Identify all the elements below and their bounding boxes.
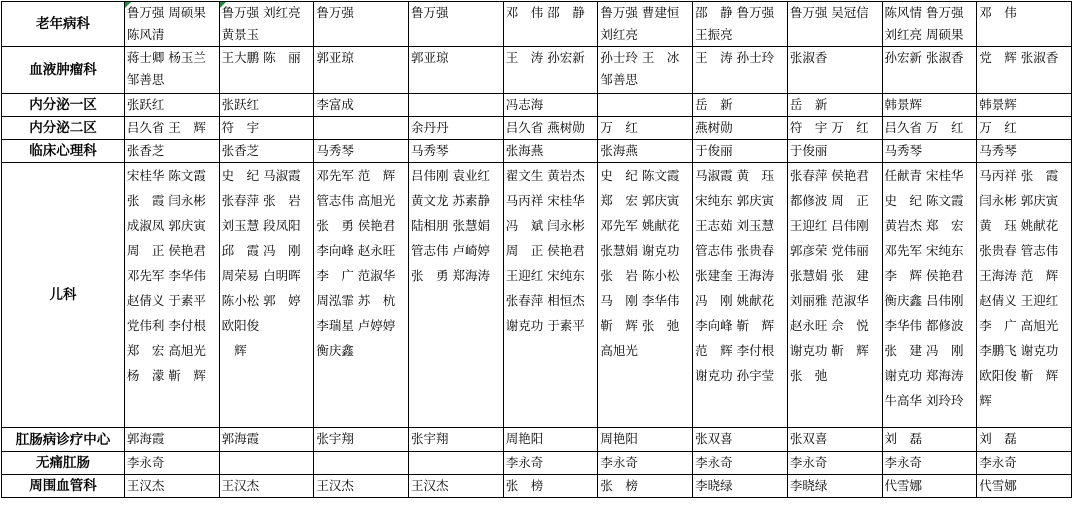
schedule-cell[interactable] xyxy=(598,2,693,47)
schedule-cell[interactable] xyxy=(124,140,219,163)
doctor-names: 冯 斌 闫永彬 xyxy=(505,218,585,233)
schedule-cell[interactable] xyxy=(598,452,693,475)
schedule-cell[interactable] xyxy=(219,117,314,140)
schedule-row xyxy=(2,428,1072,452)
schedule-cell[interactable] xyxy=(977,117,1072,140)
doctor-names: 李鹏飞 谢克功 xyxy=(979,343,1059,358)
doctor-names: 欧阳俊 xyxy=(221,318,260,333)
doctor-names: 于俊丽 xyxy=(789,143,828,158)
doctor-names: 周 正 侯艳君 xyxy=(505,243,585,258)
schedule-cell[interactable] xyxy=(314,475,409,498)
doctor-names: 于俊丽 xyxy=(695,143,733,158)
schedule-cell[interactable] xyxy=(977,140,1072,163)
schedule-cell[interactable] xyxy=(787,47,882,94)
doctor-names: 辉 xyxy=(221,343,247,358)
schedule-cell[interactable] xyxy=(977,428,1072,452)
doctor-names: 赵永旺 佘 悦 xyxy=(789,318,869,333)
schedule-cell[interactable] xyxy=(503,452,598,475)
doctor-names: 王汉杰 xyxy=(411,478,449,493)
doctor-names: 孙宏新 张淑香 xyxy=(884,50,964,65)
doctor-names: 邓先军 李华伟 xyxy=(126,268,206,283)
schedule-cell[interactable] xyxy=(314,163,409,428)
doctor-names: 马丙祥 宋桂华 xyxy=(505,193,585,208)
doctor-names: 燕树勋 xyxy=(695,120,733,135)
doctor-names: 张 榜 xyxy=(505,478,544,493)
schedule-cell[interactable] xyxy=(882,117,977,140)
schedule-cell[interactable] xyxy=(503,428,598,452)
doctor-names: 邓先军 姚献花 xyxy=(600,218,680,233)
schedule-table xyxy=(1,1,1072,498)
doctor-names: 符 宇 xyxy=(221,120,260,135)
doctor-names: 张 勇 侯艳君 xyxy=(316,218,396,233)
doctor-names: 吕久省 万 红 xyxy=(884,120,964,135)
doctor-names: 鲁万强 xyxy=(411,5,449,20)
schedule-cell[interactable] xyxy=(124,475,219,498)
doctor-names: 靳 辉 张 弛 xyxy=(600,318,680,333)
schedule-cell[interactable] xyxy=(219,163,314,428)
schedule-cell[interactable] xyxy=(219,428,314,452)
doctor-names: 王汉杰 xyxy=(316,478,354,493)
doctor-names: 郭海霞 xyxy=(126,431,165,446)
schedule-cell[interactable] xyxy=(124,94,219,117)
doctor-names: 欧阳俊 靳 辉 xyxy=(979,368,1059,383)
schedule-cell[interactable] xyxy=(503,2,598,47)
schedule-cell[interactable] xyxy=(882,140,977,163)
doctor-names: 刘 磊 xyxy=(884,431,923,446)
doctor-names: 张 弛 xyxy=(789,368,828,383)
doctor-names: 赵倩义 于素平 xyxy=(126,293,206,308)
doctor-names: 张 榜 xyxy=(600,478,638,493)
doctor-names: 李向峰 赵永旺 xyxy=(316,243,396,258)
schedule-cell[interactable] xyxy=(409,117,504,140)
schedule-cell[interactable] xyxy=(693,117,788,140)
doctor-names: 任献青 宋桂华 xyxy=(884,168,964,183)
doctor-names: 邓 伟 xyxy=(979,5,1017,20)
doctor-names: 韩景辉 xyxy=(884,97,923,112)
schedule-cell[interactable] xyxy=(977,163,1072,428)
department-name: 肛肠病诊疗中心 xyxy=(2,428,125,452)
schedule-cell[interactable] xyxy=(882,2,977,47)
doctor-names: 刘 磊 xyxy=(979,431,1017,446)
doctor-names: 马淑霞 黄 珏 xyxy=(695,168,775,183)
doctor-names: 张贵春 管志伟 xyxy=(979,243,1059,258)
schedule-cell[interactable] xyxy=(787,94,882,117)
department-name: 血液肿瘤科 xyxy=(2,47,125,94)
schedule-cell[interactable] xyxy=(124,117,219,140)
doctor-names: 张跃红 xyxy=(126,97,165,112)
doctor-names: 鲁万强 周硕果 xyxy=(126,5,206,20)
doctor-names: 陈风情 鲁万强 xyxy=(884,5,964,20)
doctor-names: 谢克功 孙宇莹 xyxy=(695,368,775,383)
doctor-names: 管志伟 张贵春 xyxy=(695,243,775,258)
schedule-cell[interactable] xyxy=(314,2,409,47)
doctor-names: 马 刚 李华伟 xyxy=(600,293,680,308)
doctor-names: 周泓霏 苏 杭 xyxy=(316,293,396,308)
doctor-names: 代雪娜 xyxy=(979,478,1017,493)
schedule-cell[interactable] xyxy=(409,163,504,428)
schedule-row xyxy=(2,163,1072,428)
schedule-cell[interactable] xyxy=(882,94,977,117)
doctor-names: 党 辉 张淑香 xyxy=(979,50,1059,65)
doctor-names: 岳 新 xyxy=(695,97,733,112)
schedule-body xyxy=(2,2,1072,498)
department-name: 老年病科 xyxy=(2,2,125,47)
doctor-names: 张跃红 xyxy=(221,97,260,112)
schedule-cell[interactable] xyxy=(598,117,693,140)
doctor-names: 李永奇 xyxy=(505,455,544,470)
schedule-cell[interactable] xyxy=(503,117,598,140)
doctor-names: 张春萍 侯艳君 xyxy=(789,168,869,183)
doctor-names: 黄景玉 xyxy=(221,27,260,42)
doctor-names: 韩景辉 xyxy=(979,97,1017,112)
department-name: 临床心理科 xyxy=(2,140,125,163)
doctor-names: 周艳阳 xyxy=(600,431,638,446)
doctor-names: 张淑香 xyxy=(789,50,828,65)
doctor-names: 谢克功 于素平 xyxy=(505,318,585,333)
schedule-cell[interactable] xyxy=(314,94,409,117)
schedule-cell[interactable] xyxy=(409,47,504,94)
doctor-names: 郭海霞 xyxy=(221,431,260,446)
schedule-cell[interactable] xyxy=(693,140,788,163)
doctor-names: 王迎红 宋纯东 xyxy=(505,268,585,283)
schedule-cell[interactable] xyxy=(977,47,1072,94)
department-name: 周围血管科 xyxy=(2,475,125,498)
schedule-cell[interactable] xyxy=(124,47,219,94)
schedule-cell[interactable] xyxy=(409,2,504,47)
doctor-names: 张建奎 王海涛 xyxy=(695,268,775,283)
doctor-names: 马秀琴 xyxy=(979,143,1017,158)
doctor-names: 王汉杰 xyxy=(221,478,260,493)
schedule-cell[interactable] xyxy=(882,163,977,428)
doctor-names: 刘红亮 周硕果 xyxy=(884,27,964,42)
doctor-names: 管志伟 卢崎婷 xyxy=(411,243,490,258)
doctor-names: 刘丽雅 范淑华 xyxy=(789,293,869,308)
doctor-names: 党伟利 李付根 xyxy=(126,318,206,333)
doctor-names: 郭亚琼 xyxy=(411,50,449,65)
doctor-names: 冯 刚 姚献花 xyxy=(695,293,775,308)
schedule-cell[interactable] xyxy=(598,140,693,163)
doctor-names: 王海涛 范 辉 xyxy=(979,268,1059,283)
doctor-names: 李永奇 xyxy=(695,455,733,470)
department-name: 无痛肛肠 xyxy=(2,452,125,475)
schedule-cell[interactable] xyxy=(787,475,882,498)
schedule-cell[interactable] xyxy=(409,140,504,163)
doctor-names: 史 纪 陈文霞 xyxy=(600,168,680,183)
schedule-cell[interactable] xyxy=(787,117,882,140)
doctor-names: 周 正 侯艳君 xyxy=(126,243,206,258)
doctor-names: 李向峰 靳 辉 xyxy=(695,318,775,333)
doctor-names: 张海燕 xyxy=(505,143,544,158)
schedule-row xyxy=(2,94,1072,117)
doctor-names: 张 霞 闫永彬 xyxy=(126,193,206,208)
doctor-names: 郑 宏 高旭光 xyxy=(126,343,206,358)
schedule-cell[interactable] xyxy=(598,428,693,452)
schedule-cell[interactable] xyxy=(124,163,219,428)
doctor-names: 邹善思 xyxy=(600,72,638,87)
doctor-names: 代雪娜 xyxy=(884,478,923,493)
doctor-names: 李 广 高旭光 xyxy=(979,318,1059,333)
schedule-cell[interactable] xyxy=(693,94,788,117)
department-name: 内分泌一区 xyxy=(2,94,125,117)
doctor-names: 郑 宏 郭庆寅 xyxy=(600,193,680,208)
schedule-cell[interactable] xyxy=(503,47,598,94)
doctor-names: 张宇翔 xyxy=(411,431,449,446)
doctor-names: 成淑凤 郭庆寅 xyxy=(126,218,206,233)
doctor-names: 邹善思 xyxy=(126,72,165,87)
doctor-names: 杨 濛 靳 辉 xyxy=(126,368,206,383)
doctor-names: 邵 静 鲁万强 xyxy=(695,5,775,20)
schedule-cell[interactable] xyxy=(977,452,1072,475)
doctor-names: 郭亚琼 xyxy=(316,50,354,65)
schedule-cell[interactable] xyxy=(977,94,1072,117)
doctor-names: 管志伟 高旭光 xyxy=(316,193,396,208)
schedule-cell[interactable] xyxy=(598,47,693,94)
doctor-names: 陈风清 xyxy=(126,27,165,42)
doctor-names: 王汉杰 xyxy=(126,478,165,493)
doctor-names: 吕伟刚 袁业红 xyxy=(411,168,490,183)
doctor-names: 李富成 xyxy=(316,97,354,112)
doctor-names: 陆相朋 张慧娟 xyxy=(411,218,490,233)
schedule-cell[interactable] xyxy=(219,47,314,94)
schedule-cell[interactable] xyxy=(314,452,409,475)
doctor-names: 辉 xyxy=(979,393,992,408)
doctor-names: 王 涛 孙士玲 xyxy=(695,50,775,65)
schedule-cell[interactable] xyxy=(598,94,693,117)
doctor-names: 史 纪 陈文霞 xyxy=(884,193,964,208)
doctor-names: 王大鹏 陈 丽 xyxy=(221,50,301,65)
schedule-cell[interactable] xyxy=(693,452,788,475)
doctor-names: 鲁万强 刘红亮 xyxy=(221,5,301,20)
schedule-cell[interactable] xyxy=(314,140,409,163)
doctor-names: 邱 霞 冯 刚 xyxy=(221,243,301,258)
schedule-cell[interactable] xyxy=(219,2,314,47)
doctor-names: 张双喜 xyxy=(789,431,828,446)
schedule-cell[interactable] xyxy=(124,428,219,452)
doctor-names: 陈小松 郭 婷 xyxy=(221,293,301,308)
doctor-names: 马丙祥 张 霞 xyxy=(979,168,1059,183)
doctor-names: 蒋士卿 杨玉兰 xyxy=(126,50,206,65)
schedule-row xyxy=(2,47,1072,94)
doctor-names: 李晓绿 xyxy=(695,478,733,493)
doctor-names: 邓 伟 邵 静 xyxy=(505,5,585,20)
doctor-names: 张春萍 相恒杰 xyxy=(505,293,585,308)
doctor-names: 万 红 xyxy=(600,120,638,135)
doctor-names: 宋桂华 陈文霞 xyxy=(126,168,206,183)
schedule-cell[interactable] xyxy=(219,94,314,117)
schedule-row xyxy=(2,475,1072,498)
doctor-names: 马秀琴 xyxy=(884,143,923,158)
schedule-cell[interactable] xyxy=(124,2,219,47)
schedule-cell[interactable] xyxy=(598,475,693,498)
department-name: 内分泌二区 xyxy=(2,117,125,140)
doctor-names: 余丹丹 xyxy=(411,120,449,135)
schedule-cell[interactable] xyxy=(693,428,788,452)
doctor-names: 李 辉 侯艳君 xyxy=(884,268,964,283)
schedule-cell[interactable] xyxy=(882,428,977,452)
schedule-row xyxy=(2,140,1072,163)
department-name: 儿科 xyxy=(2,163,125,428)
schedule-cell[interactable] xyxy=(882,47,977,94)
doctor-names: 鲁万强 xyxy=(316,5,354,20)
doctor-names: 张慧娟 谢克功 xyxy=(600,243,680,258)
schedule-cell[interactable] xyxy=(409,94,504,117)
schedule-cell[interactable] xyxy=(787,163,882,428)
doctor-names: 王志茹 刘玉慧 xyxy=(695,218,775,233)
doctor-names: 李永奇 xyxy=(979,455,1017,470)
comment-flag-icon xyxy=(220,2,226,8)
doctor-names: 牛高华 刘玲玲 xyxy=(884,393,964,408)
doctor-names: 符 宇 万 红 xyxy=(789,120,869,135)
doctor-names: 李永奇 xyxy=(126,455,165,470)
doctor-names: 李晓绿 xyxy=(789,478,828,493)
doctor-names: 马秀琴 xyxy=(411,143,449,158)
doctor-names: 刘玉慧 段凤阳 xyxy=(221,218,301,233)
schedule-cell[interactable] xyxy=(503,140,598,163)
schedule-cell[interactable] xyxy=(598,163,693,428)
doctor-names: 周艳阳 xyxy=(505,431,544,446)
schedule-cell[interactable] xyxy=(503,94,598,117)
schedule-cell[interactable] xyxy=(314,428,409,452)
doctor-names: 张 岩 陈小松 xyxy=(600,268,680,283)
schedule-cell[interactable] xyxy=(314,117,409,140)
doctor-names: 王迎红 吕伟刚 xyxy=(789,218,869,233)
doctor-names: 李永奇 xyxy=(789,455,828,470)
schedule-cell[interactable] xyxy=(219,452,314,475)
doctor-names: 范 辉 李付根 xyxy=(695,343,775,358)
doctor-names: 吕久省 燕树勋 xyxy=(505,120,585,135)
schedule-cell[interactable] xyxy=(977,2,1072,47)
doctor-names: 孙士玲 王 冰 xyxy=(600,50,680,65)
doctor-names: 鲁万强 吴冠信 xyxy=(789,5,869,20)
doctor-names: 王振亮 xyxy=(695,27,733,42)
doctor-names: 黄文龙 苏素静 xyxy=(411,193,490,208)
schedule-cell[interactable] xyxy=(409,428,504,452)
doctor-names: 张 勇 郑海涛 xyxy=(411,268,490,283)
schedule-cell[interactable] xyxy=(693,163,788,428)
doctor-names: 李永奇 xyxy=(884,455,923,470)
schedule-cell[interactable] xyxy=(693,475,788,498)
doctor-names: 赵倩义 王迎红 xyxy=(979,293,1059,308)
doctor-names: 谢克功 郑海涛 xyxy=(884,368,964,383)
schedule-cell[interactable] xyxy=(977,475,1072,498)
comment-flag-icon xyxy=(125,2,131,8)
doctor-names: 张 建 冯 刚 xyxy=(884,343,964,358)
schedule-cell[interactable] xyxy=(503,163,598,428)
doctor-names: 马秀琴 xyxy=(316,143,354,158)
doctor-names: 高旭光 xyxy=(600,343,638,358)
schedule-cell[interactable] xyxy=(693,47,788,94)
schedule-cell[interactable] xyxy=(882,475,977,498)
schedule-cell[interactable] xyxy=(503,475,598,498)
schedule-cell[interactable] xyxy=(693,2,788,47)
doctor-names: 张香芝 xyxy=(126,143,165,158)
schedule-cell[interactable] xyxy=(882,452,977,475)
doctor-names: 谢克功 靳 辉 xyxy=(789,343,869,358)
doctor-names: 张香芝 xyxy=(221,143,260,158)
doctor-names: 吕久省 王 辉 xyxy=(126,120,206,135)
doctor-names: 史 纪 马淑霞 xyxy=(221,168,301,183)
doctor-names: 邓先军 宋纯东 xyxy=(884,243,964,258)
doctor-names: 岳 新 xyxy=(789,97,828,112)
schedule-row xyxy=(2,2,1072,47)
doctor-names: 都修波 周 正 xyxy=(789,193,869,208)
doctor-names: 李永奇 xyxy=(600,455,638,470)
doctor-names: 鲁万强 曹建恒 xyxy=(600,5,680,20)
doctor-names: 李 广 范淑华 xyxy=(316,268,396,283)
schedule-cell[interactable] xyxy=(409,452,504,475)
doctor-names: 郭彦荣 党伟丽 xyxy=(789,243,869,258)
doctor-names: 王 涛 孙宏新 xyxy=(505,50,585,65)
schedule-cell[interactable] xyxy=(787,140,882,163)
schedule-cell[interactable] xyxy=(787,2,882,47)
doctor-names: 翟文生 黄岩杰 xyxy=(505,168,585,183)
doctor-names: 张慧娟 张 建 xyxy=(789,268,869,283)
doctor-names: 李华伟 都修波 xyxy=(884,318,964,333)
doctor-names: 李瑞星 卢婷婷 xyxy=(316,318,396,333)
doctor-names: 周荣易 白明晖 xyxy=(221,268,301,283)
schedule-row xyxy=(2,452,1072,475)
doctor-names: 宋纯东 郭庆寅 xyxy=(695,193,775,208)
doctor-names: 张春萍 张 岩 xyxy=(221,193,301,208)
doctor-names: 冯志海 xyxy=(505,97,544,112)
doctor-names: 衡庆鑫 吕伟刚 xyxy=(884,293,964,308)
schedule-cell[interactable] xyxy=(219,475,314,498)
schedule-cell[interactable] xyxy=(219,140,314,163)
doctor-names: 刘红亮 xyxy=(600,27,638,42)
schedule-cell[interactable] xyxy=(314,47,409,94)
doctor-names: 闫永彬 郭庆寅 xyxy=(979,193,1059,208)
doctor-names: 张双喜 xyxy=(695,431,733,446)
doctor-names: 张海燕 xyxy=(600,143,638,158)
schedule-cell[interactable] xyxy=(787,428,882,452)
doctor-names: 张宇翔 xyxy=(316,431,354,446)
schedule-cell[interactable] xyxy=(124,452,219,475)
schedule-cell[interactable] xyxy=(409,475,504,498)
doctor-names: 邓先军 范 辉 xyxy=(316,168,396,183)
doctor-names: 万 红 xyxy=(979,120,1017,135)
doctor-names: 黄 珏 姚献花 xyxy=(979,218,1059,233)
doctor-names: 黄岩杰 郑 宏 xyxy=(884,218,964,233)
schedule-row xyxy=(2,117,1072,140)
doctor-names: 衡庆鑫 xyxy=(316,343,354,358)
schedule-cell[interactable] xyxy=(787,452,882,475)
